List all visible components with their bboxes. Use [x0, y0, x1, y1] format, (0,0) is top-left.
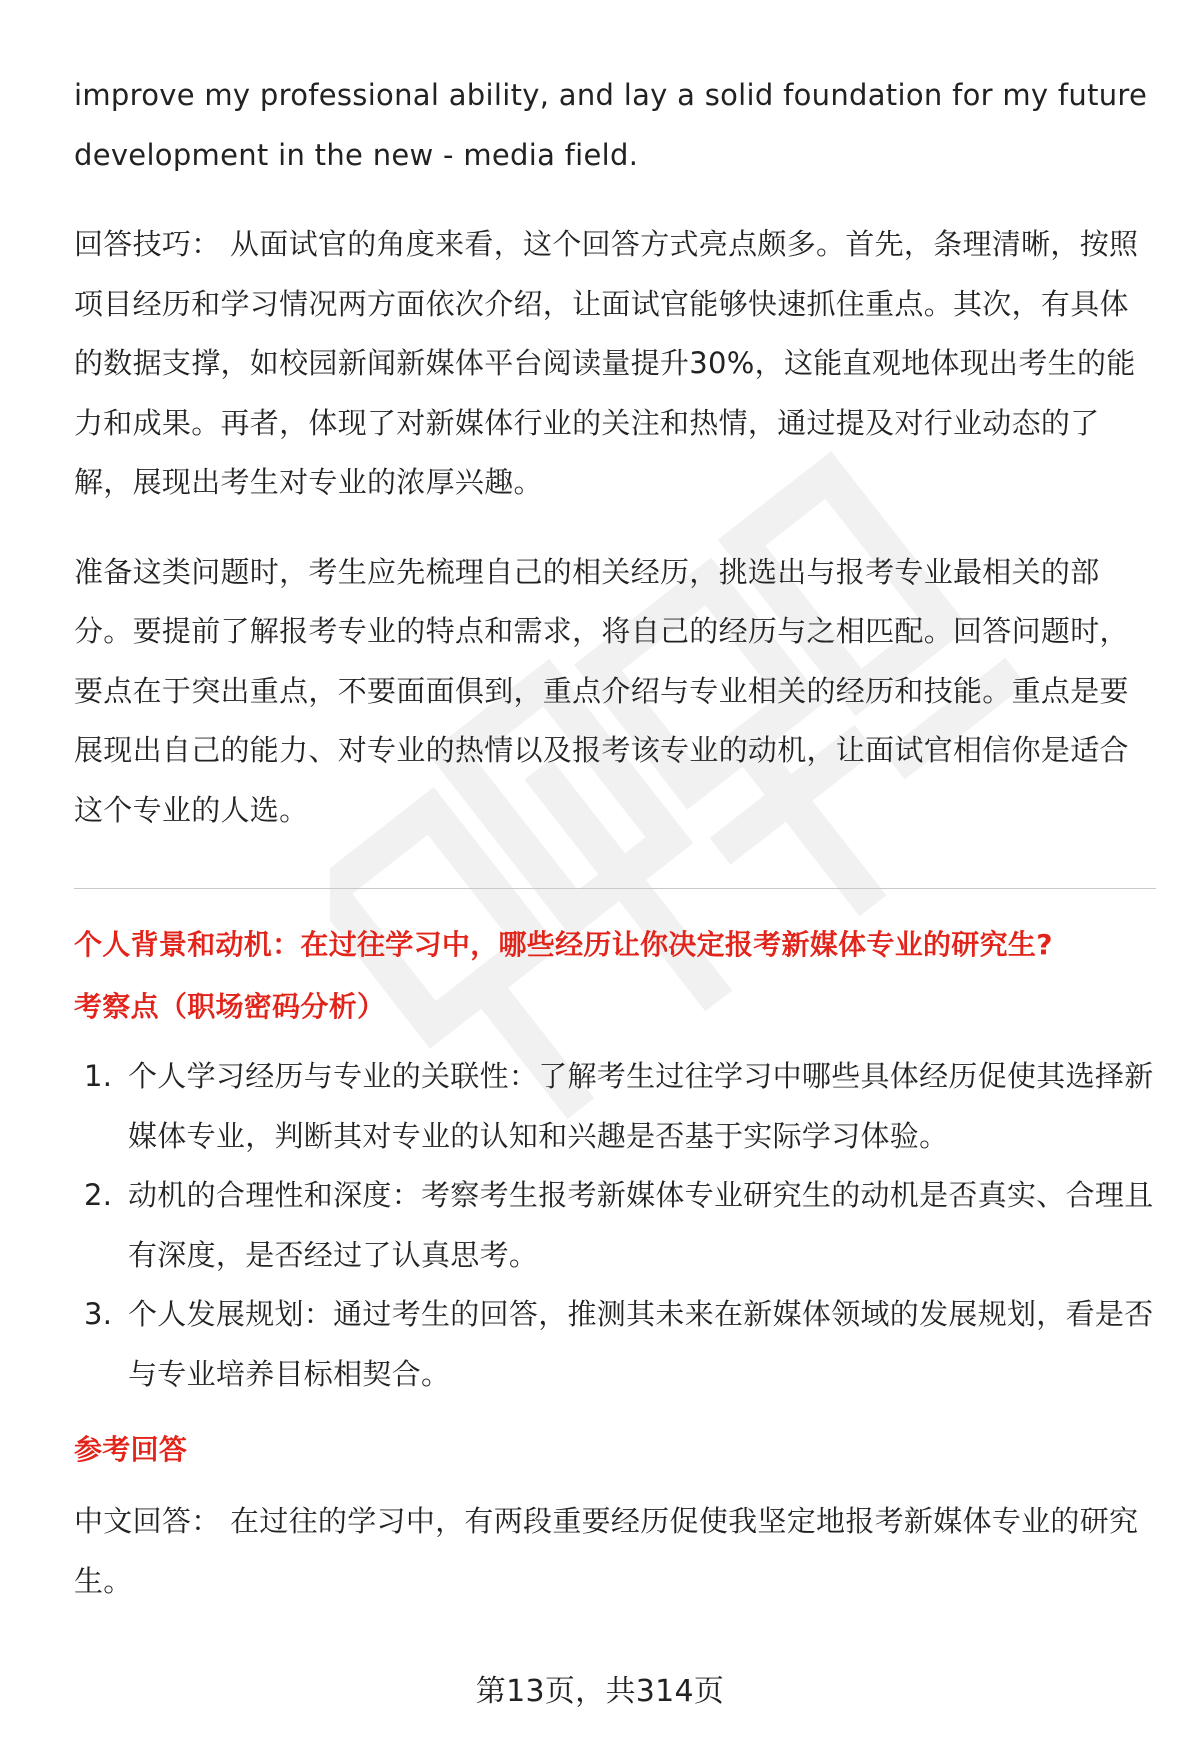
document-page	[74, 66, 1156, 1611]
prep-paragraph: 准备这类问题时，考生应先梳理自己的相关经历，挑选出与报考专业最相关的部分。要提前了解报考专业的特点和需求，将自己的经历与之相匹配。回答问题时，要点在于突出重点，不要面面俱到，重点介绍与专业相关的经历和技能。重点是要展现出自己的能力、对专业的热情以及报考该专业的动机，让面试官相信你是适合这个专业的人选。	[74, 554, 1129, 827]
list-item-number: 1.	[84, 1059, 113, 1093]
list-item	[74, 1166, 1156, 1285]
section-divider	[74, 888, 1156, 889]
focus-heading: 考察点（职场密码分析）	[74, 990, 386, 1023]
list-item-text: 个人学习经历与专业的关联性：了解考生过往学习中哪些具体经历促使其选择新媒体专业，判断其对专业的认知和兴趣是否基于实际学习体验。	[128, 1059, 1154, 1153]
list-item-text: 个人发展规划：通过考生的回答，推测其未来在新媒体领域的发展规划，看是否与专业培养目标相契合。	[128, 1297, 1154, 1391]
list-item	[74, 1047, 1156, 1166]
intro-paragraph: improve my professional ability, and lay a solid foundation for my future development in the new - media field.	[74, 78, 1148, 172]
page-number-footer: 第13页，共314页	[475, 1674, 725, 1709]
list-item	[74, 1285, 1156, 1404]
tips-paragraph: 回答技巧： 从面试官的角度来看，这个回答方式亮点颇多。首先，条理清晰，按照项目经历和学习情况两方面依次介绍，让面试官能够快速抓住重点。其次，有具体的数据支撑，如校园新闻新媒体平台阅读量提升30%，这能直观地体现出考生的能力和成果。再者，体现了对新媒体行业的关注和热情，通过提及对行业动态的了解，展现出考生对专业的浓厚兴趣。	[74, 227, 1139, 499]
list-item-text: 动机的合理性和深度：考察考生报考新媒体专业研究生的动机是否真实、合理且有深度，是否经过了认真思考。	[128, 1178, 1154, 1272]
chinese-answer-paragraph: 中文回答： 在过往的学习中，有两段重要经历促使我坚定地报考新媒体专业的研究生。	[74, 1504, 1139, 1598]
question-title: 个人背景和动机：在过往学习中，哪些经历让你决定报考新媒体专业的研究生?	[74, 928, 1053, 961]
list-item-number: 2.	[84, 1178, 113, 1212]
focus-points-list	[74, 1047, 1156, 1404]
list-item-number: 3.	[84, 1297, 113, 1331]
reference-answer-heading: 参考回答	[74, 1433, 188, 1466]
